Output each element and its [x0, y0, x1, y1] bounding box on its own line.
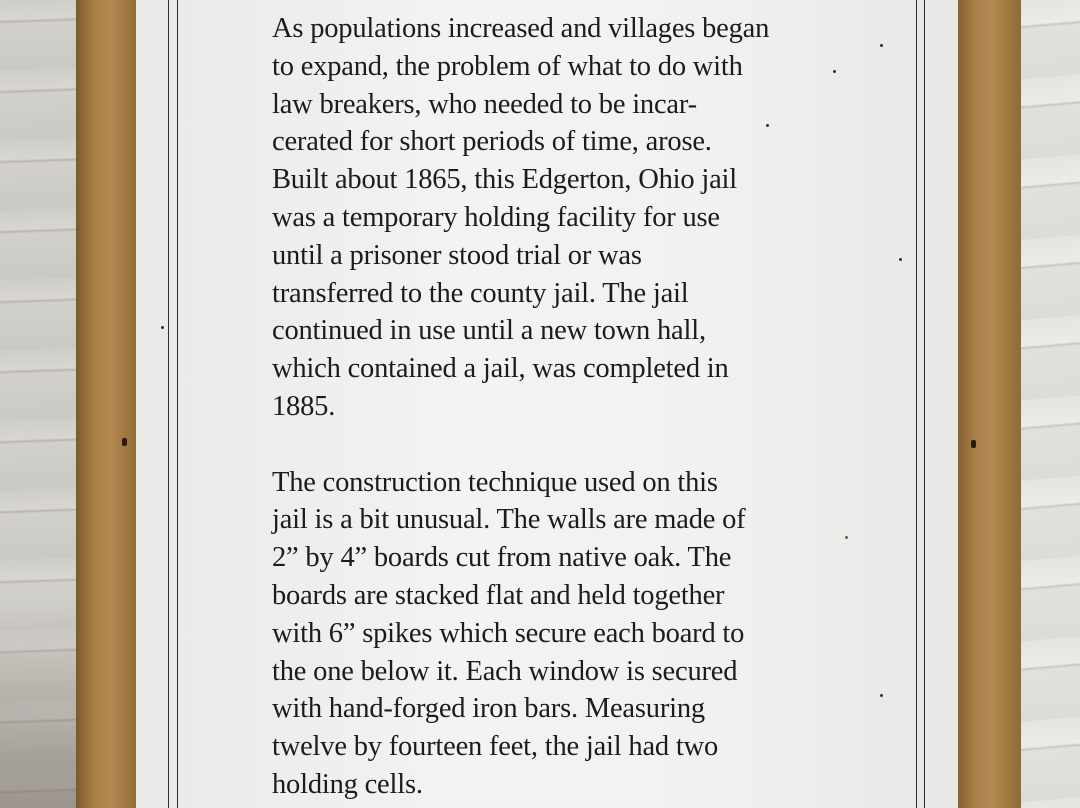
- dust-speck: [845, 536, 848, 539]
- nail-hole: [122, 438, 127, 446]
- text-line: boards are stacked flat and held together: [272, 579, 725, 611]
- dust-speck: [880, 44, 883, 47]
- paragraph-gap: [272, 426, 832, 464]
- sign-text: [272, 10, 832, 804]
- text-line: was a temporary holding facility for use: [272, 201, 720, 233]
- text-line: to expand, the problem of what to do with: [272, 50, 743, 82]
- text-line: which contained a jail, was completed in: [272, 353, 729, 385]
- dust-speck: [766, 124, 769, 127]
- dust-speck: [161, 326, 164, 329]
- paragraph-history: [272, 10, 832, 426]
- text-line: until a prisoner stood trial or was: [272, 239, 642, 271]
- dust-speck: [833, 70, 836, 73]
- text-line: twelve by fourteen feet, the jail had two: [272, 731, 719, 763]
- text-line: 2” by 4” boards cut from native oak. The: [272, 542, 732, 574]
- text-line: transferred to the county jail. The jail: [272, 277, 689, 309]
- text-line: jail is a bit unusual. The walls are made of: [272, 504, 746, 536]
- text-line: continued in use until a new town hall,: [272, 315, 706, 347]
- text-line: law breakers, who needed to be incar-: [272, 88, 697, 120]
- wooden-frame-right: [955, 0, 1021, 808]
- dust-speck: [880, 694, 883, 697]
- text-line: 1885.: [272, 390, 336, 422]
- text-line: with hand-forged iron bars. Measuring: [272, 693, 705, 725]
- nail-hole: [971, 440, 976, 448]
- text-line: the one below it. Each window is secured: [272, 655, 738, 687]
- text-line: cerated for short periods of time, arose.: [272, 126, 712, 158]
- border-rule-right-inner: [916, 0, 917, 808]
- paragraph-construction: [272, 464, 832, 804]
- dust-speck: [899, 258, 902, 261]
- border-rule-right-outer: [924, 0, 925, 808]
- text-line: Built about 1865, this Edgerton, Ohio jail: [272, 164, 737, 196]
- border-rule-left-inner: [177, 0, 178, 808]
- border-rule-left-outer: [168, 0, 169, 808]
- text-line: As populations increased and villages began: [272, 13, 770, 44]
- wooden-frame-left: [76, 0, 138, 808]
- text-line: The construction technique used on this: [272, 466, 718, 498]
- text-line: with 6” spikes which secure each board to: [272, 617, 745, 649]
- text-line: holding cells.: [272, 768, 423, 800]
